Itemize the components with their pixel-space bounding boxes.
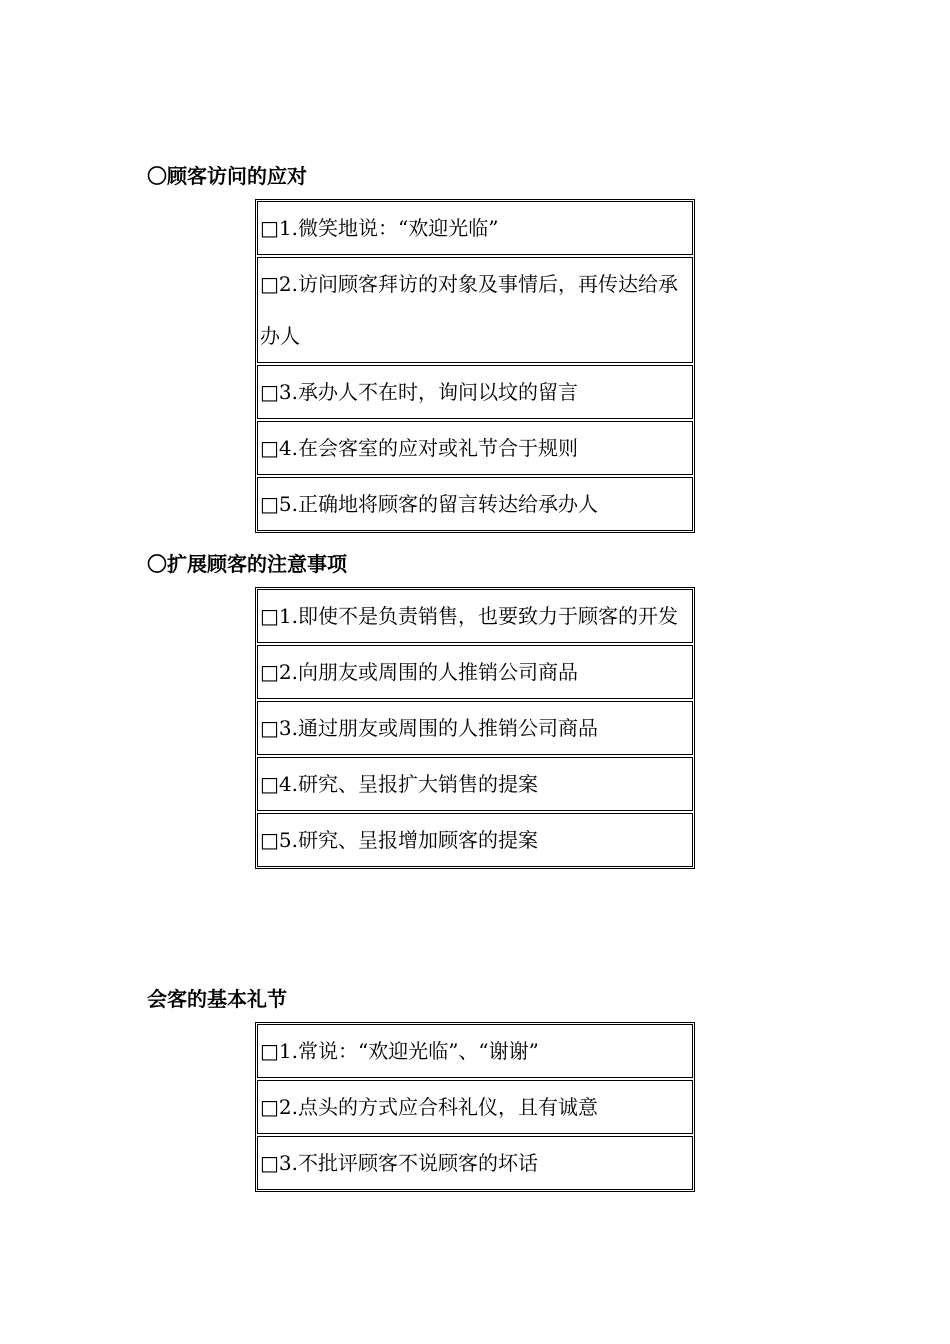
checklist-item[interactable]: □5.正确地将顾客的留言转达给承办人 <box>257 477 693 531</box>
checklist-item[interactable]: □3.不批评顾客不说顾客的坏话 <box>257 1136 693 1190</box>
checklist-customer-visit <box>255 199 695 533</box>
checklist-item[interactable]: □3.通过朋友或周围的人推销公司商品 <box>257 701 693 755</box>
checklist-item[interactable]: □3.承办人不在时，询问以坟的留言 <box>257 365 693 419</box>
checklist-item[interactable]: □2.点头的方式应合科礼仪，且有诚意 <box>257 1080 693 1134</box>
checklist-item[interactable]: □1.常说：“欢迎光临”、“谢谢” <box>257 1024 693 1078</box>
checklist-item[interactable]: □5.研究、呈报增加顾客的提案 <box>257 813 693 867</box>
checklist-item[interactable]: □4.研究、呈报扩大销售的提案 <box>257 757 693 811</box>
checklist-item[interactable]: □1.即使不是负责销售，也要致力于顾客的开发 <box>257 589 693 643</box>
checklist-basic-etiquette <box>255 1022 695 1192</box>
section-title-expand-customers: 〇扩展顾客的注意事项 <box>147 552 347 576</box>
checklist-item[interactable]: □2.向朋友或周围的人推销公司商品 <box>257 645 693 699</box>
section-title-basic-etiquette: 会客的基本礼节 <box>147 987 287 1011</box>
checklist-item[interactable]: □1.微笑地说：“欢迎光临” <box>257 201 693 255</box>
checklist-expand-customers <box>255 587 695 869</box>
checklist-item[interactable]: □4.在会客室的应对或礼节合于规则 <box>257 421 693 475</box>
checklist-item[interactable]: □2.访问顾客拜访的对象及事情后，再传达给承办人 <box>257 257 693 363</box>
section-title-customer-visit: 〇顾客访问的应对 <box>147 164 307 188</box>
